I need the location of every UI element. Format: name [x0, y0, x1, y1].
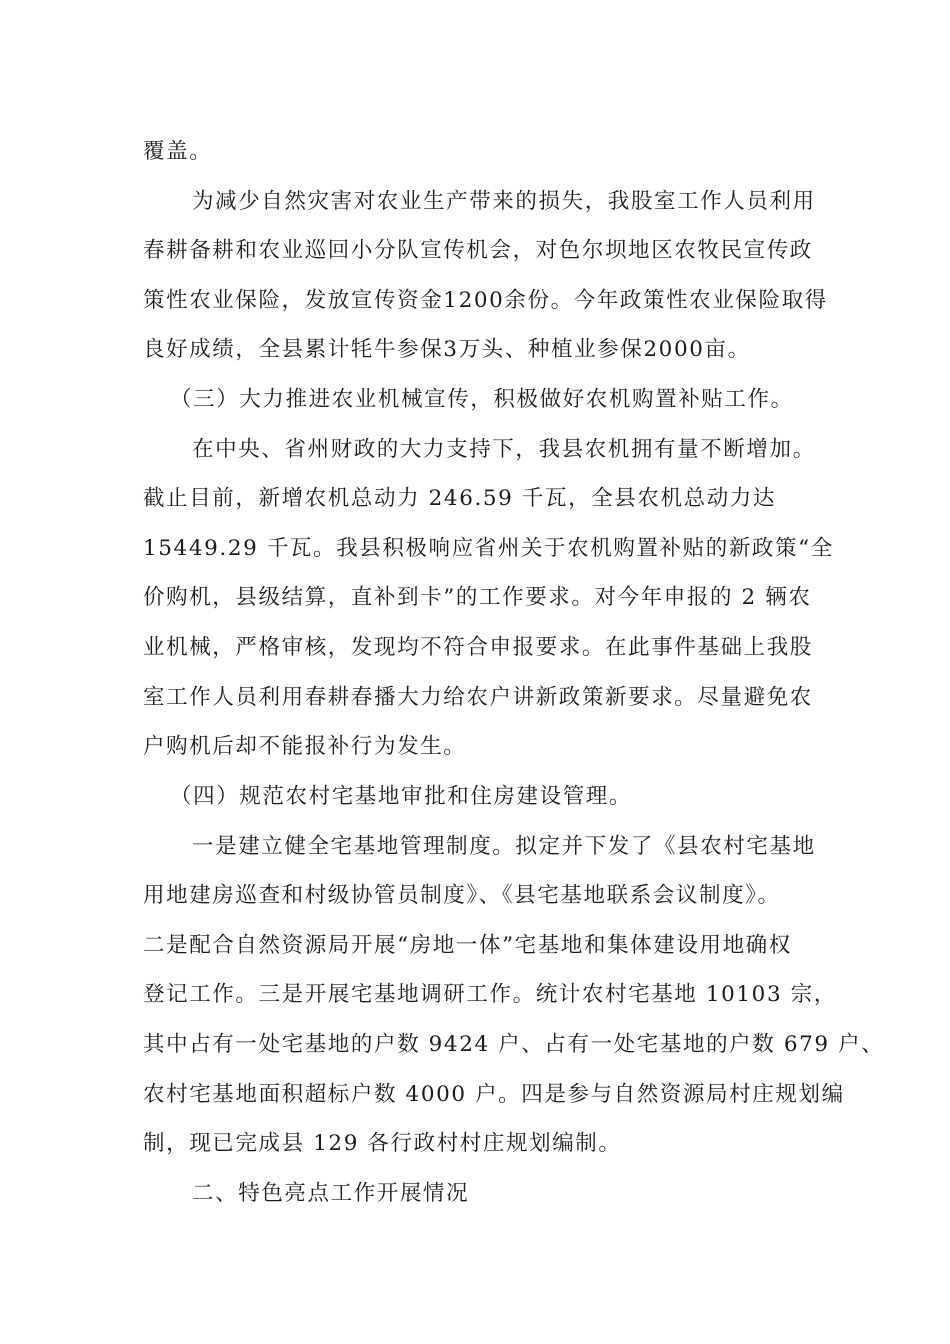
section-heading-3: （三）大力推进农业机械宣传，积极做好农机购置补贴工作。	[170, 387, 794, 412]
text-line: 农村宅基地面积超标户数 4000 户。四是参与自然资源局村庄规划编	[143, 1082, 845, 1107]
text-line: 截止目前，新增农机总动力 246.59 千瓦，全县农机总动力达	[143, 486, 776, 511]
section-heading-2: 二、特色亮点工作开展情况	[192, 1181, 470, 1206]
paragraph-start: 一是建立健全宅基地管理制度。拟定并下发了《县农村宅基地	[192, 834, 816, 859]
text-line: 二是配合自然资源局开展“房地一体”宅基地和集体建设用地确权	[143, 933, 792, 958]
text-line: 春耕备耕和农业巡回小分队宣传机会，对色尔坝地区农牧民宣传政	[143, 238, 813, 263]
text-line: 用地建房巡查和村级协管员制度》、《县宅基地联系会议制度》。	[143, 883, 781, 908]
text-line: 覆盖。	[143, 139, 213, 164]
text-line: 策性农业保险，发放宣传资金1200余份。今年政策性农业保险取得	[143, 288, 828, 313]
text-line: 室工作人员利用春耕春播大力给农户讲新政策新要求。尽量避免农	[143, 685, 813, 710]
paragraph-start: 为减少自然灾害对农业生产带来的损失，我股室工作人员利用	[192, 189, 816, 214]
text-line: 15449.29 千瓦。我县积极响应省州关于农机购置补贴的新政策“全	[143, 536, 834, 561]
text-line: 价购机，县级结算，直补到卡”的工作要求。对今年申报的 2 辆农	[143, 585, 812, 610]
text-line: 良好成绩，全县累计牦牛参保3万头、种植业参保2000亩。	[143, 337, 751, 362]
text-line: 其中占有一处宅基地的户数 9424 户、占有一处宅基地的户数 679 户、	[143, 1032, 885, 1057]
section-heading-4: （四）规范农村宅基地审批和住房建设管理。	[170, 784, 633, 809]
text-line: 登记工作。三是开展宅基地调研工作。统计农村宅基地 10103 宗，	[143, 982, 837, 1007]
text-line: 制，现已完成县 129 各行政村村庄规划编制。	[143, 1131, 622, 1156]
text-line: 户购机后却不能报补行为发生。	[143, 734, 467, 759]
text-line: 业机械，严格审核，发现均不符合申报要求。在此事件基础上我股	[143, 635, 813, 660]
paragraph-start: 在中央、省州财政的大力支持下，我县农机拥有量不断增加。	[192, 437, 816, 462]
